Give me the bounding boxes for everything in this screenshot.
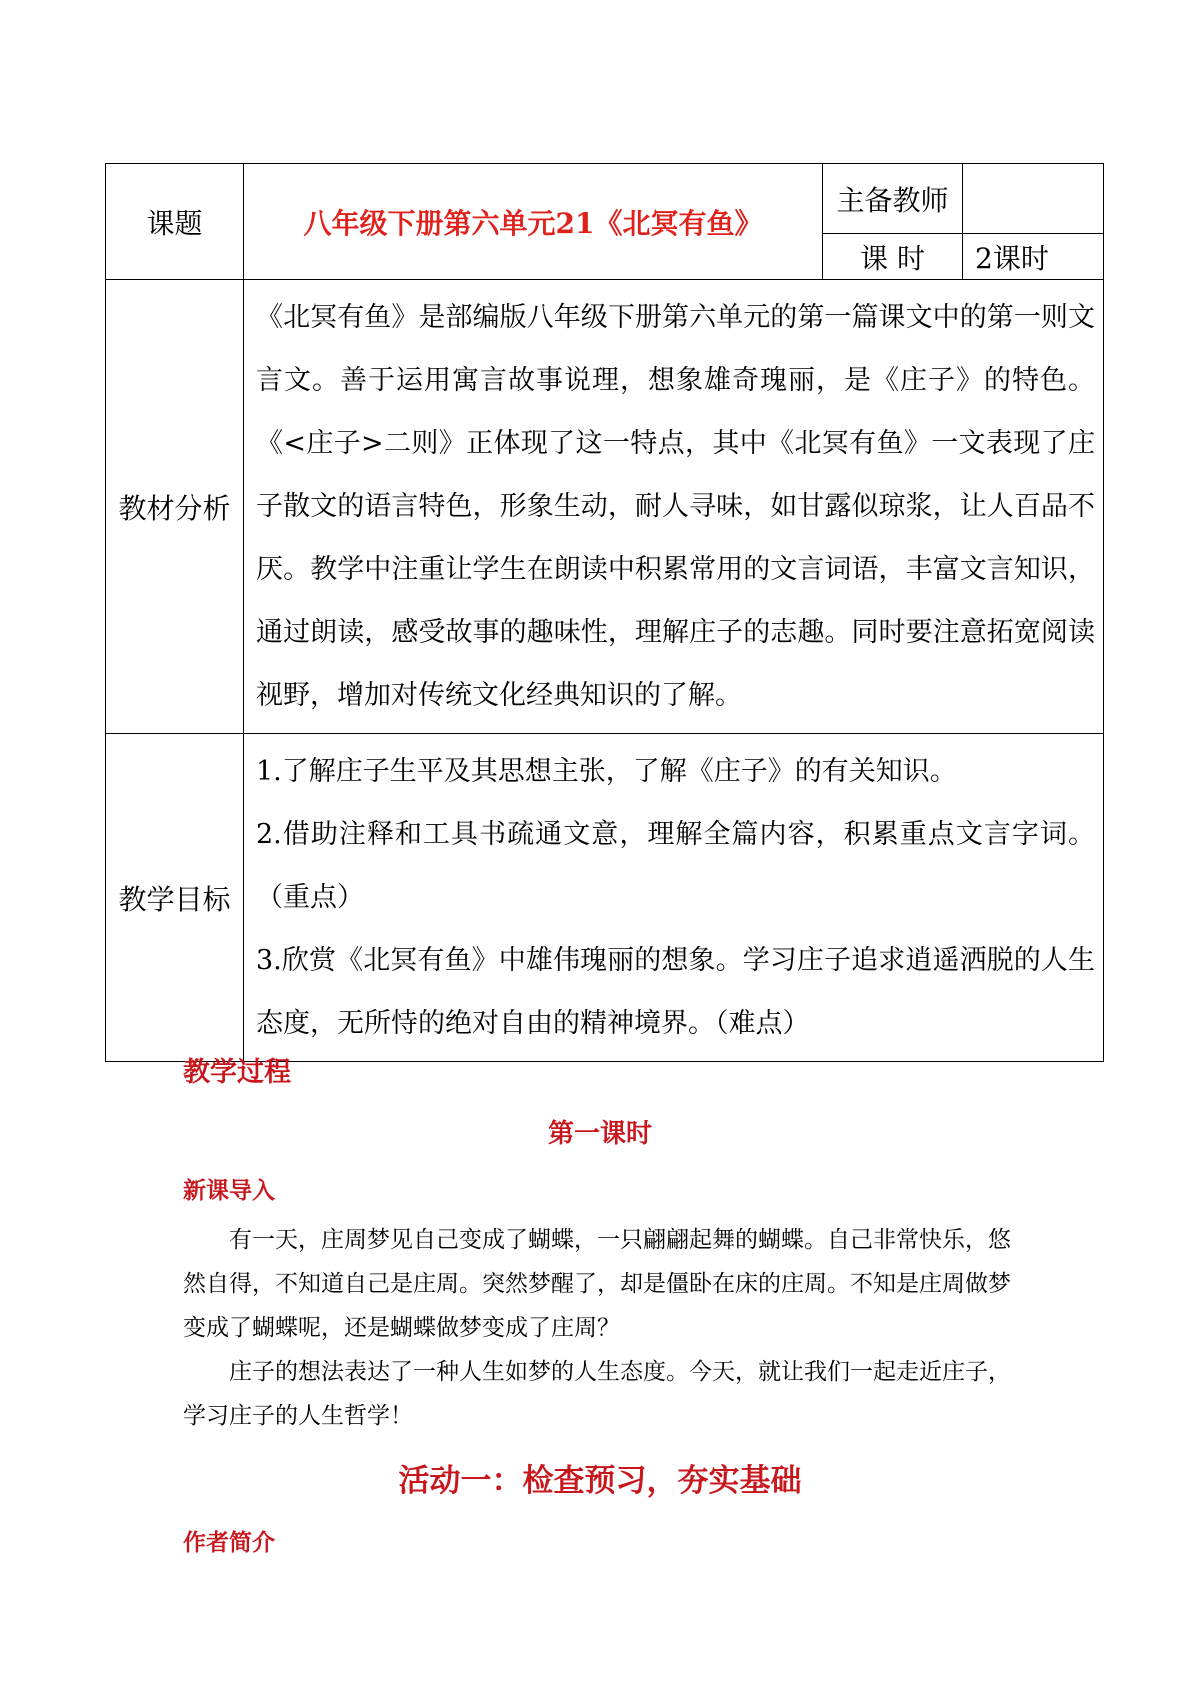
lesson-title: 八年级下册第六单元21《北冥有鱼》 bbox=[244, 164, 823, 280]
hours-label: 课 时 bbox=[823, 234, 963, 280]
intro-paragraph-2 bbox=[183, 1350, 1033, 1438]
goal-item: 3.欣赏《北冥有鱼》中雄伟瑰丽的想象。学习庄子追求逍遥洒脱的人生态度，无所恃的绝对自由的精神境界。（难点） bbox=[256, 945, 1095, 1039]
intro-text: 有一天，庄周梦见自己变成了蝴蝶，一只翩翩起舞的蝴蝶。自己非常快乐，悠然自得，不知道自己是庄周。突然梦醒了，却是僵卧在床的庄周。不知是庄周做梦变成了蝴蝶呢，还是蝴蝶做梦变成了庄周？ bbox=[183, 1227, 1011, 1341]
teacher-value bbox=[963, 164, 1104, 234]
analysis-text bbox=[244, 280, 1104, 734]
intro-heading: 新课导入 bbox=[183, 1178, 275, 1204]
author-heading: 作者简介 bbox=[183, 1530, 275, 1556]
teacher-label: 主备教师 bbox=[823, 164, 963, 234]
lesson-plan-table bbox=[105, 163, 1104, 1062]
goals-list bbox=[244, 734, 1104, 1062]
goal-item: 2.借助注释和工具书疏通文意，理解全篇内容，积累重点文言字词。（重点） bbox=[256, 819, 1095, 913]
intro-text: 庄子的想法表达了一种人生如梦的人生态度。今天，就让我们一起走近庄子，学习庄子的人生哲学！ bbox=[183, 1359, 1011, 1429]
goals-label: 教学目标 bbox=[106, 734, 244, 1062]
analysis-label: 教材分析 bbox=[106, 280, 244, 734]
intro-paragraph-1 bbox=[183, 1218, 1033, 1350]
activity-heading: 活动一：检查预习，夯实基础 bbox=[398, 1463, 802, 1499]
topic-label: 课题 bbox=[106, 164, 244, 280]
analysis-paragraph: 《北冥有鱼》是部编版八年级下册第六单元的第一篇课文中的第一则文言文。善于运用寓言故事说理，想象雄奇瑰丽，是《庄子》的特色。《<庄子>二则》正体现了这一特点，其中《北冥有鱼》一文表现了庄子散文的语言特色，形象生动，耐人寻味，如甘露似琼浆，让人百品不厌。教学中注重让学生在朗读中积累常用的文言词语，丰富文言知识，通过朗读，感受故事的趣味性，理解庄子的志趣。同时要注意拓宽阅读视野，增加对传统文化经典知识的了解。 bbox=[256, 302, 1095, 711]
process-heading: 教学过程 bbox=[183, 1057, 291, 1088]
hours-value: 2课时 bbox=[963, 234, 1104, 280]
lesson-heading: 第一课时 bbox=[547, 1119, 652, 1149]
goal-item: 1.了解庄子生平及其思想主张，了解《庄子》的有关知识。 bbox=[256, 756, 957, 787]
